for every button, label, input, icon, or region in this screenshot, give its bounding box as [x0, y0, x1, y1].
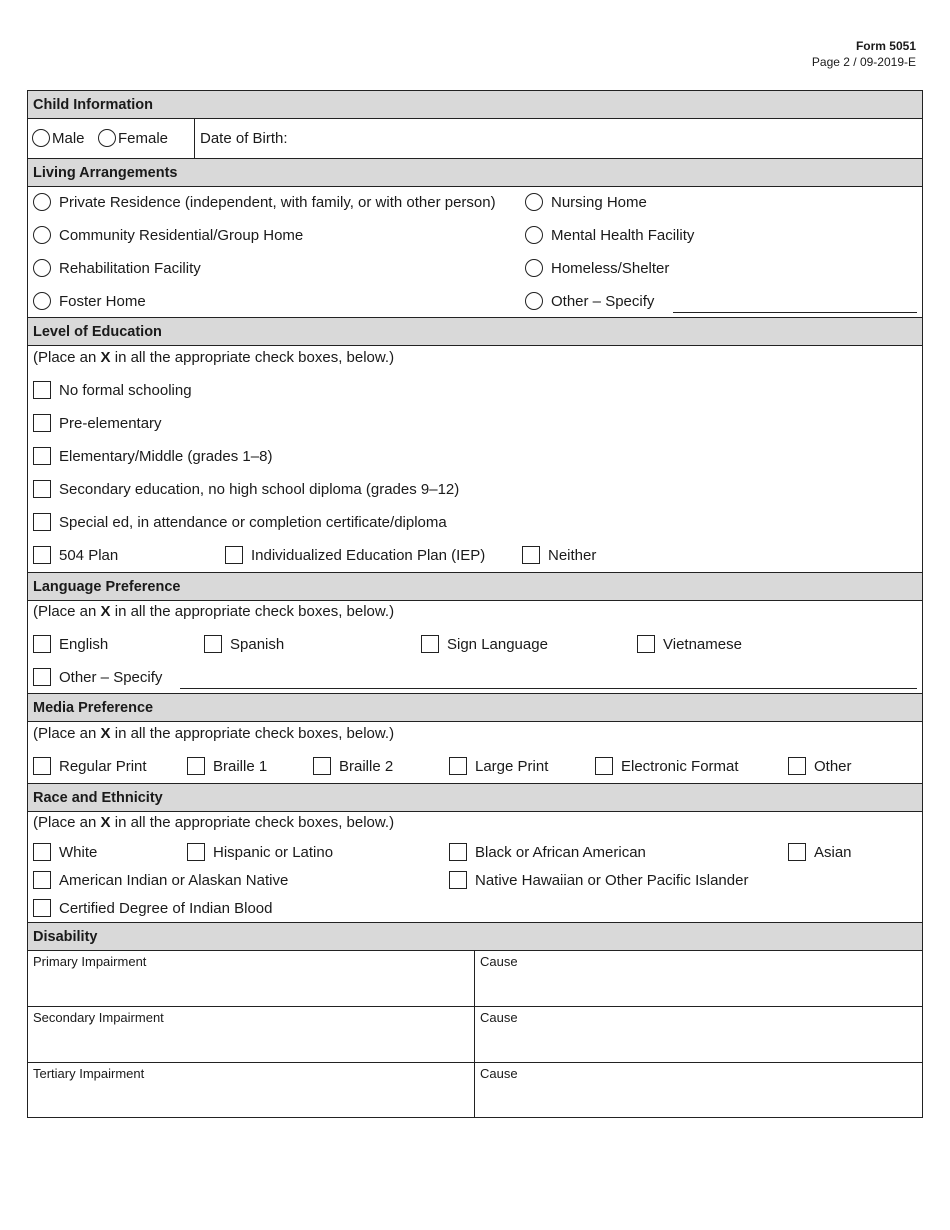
field-label: Secondary Impairment: [33, 1010, 164, 1025]
column-divider: [474, 951, 475, 1118]
form-number: Form 5051: [855, 39, 916, 53]
option-label: Secondary education, no high school diploma (grades 9–12): [59, 480, 460, 498]
checkbox-icon[interactable]: [313, 757, 331, 775]
checkbox-icon[interactable]: [421, 635, 439, 653]
checkbox-sign-language[interactable]: [421, 632, 548, 656]
option-label: Neither: [548, 546, 597, 564]
checkbox-icon[interactable]: [33, 843, 51, 861]
checkbox-icon[interactable]: [33, 447, 51, 465]
checkbox-icon[interactable]: [33, 757, 51, 775]
option-label: English: [59, 635, 109, 653]
option-label: Community Residential/Group Home: [59, 226, 304, 244]
section-title: Race and Ethnicity: [33, 789, 163, 806]
checkbox-vietnamese[interactable]: [637, 632, 742, 656]
option-label: Spanish: [230, 635, 285, 653]
section-media-preference: [28, 693, 922, 722]
instruction-x: X: [100, 603, 111, 620]
checkbox-large-print[interactable]: [449, 754, 548, 778]
radio-mental-health-facility[interactable]: [525, 223, 694, 247]
instruction-text: (Place an: [33, 725, 101, 742]
section-title: Living Arrangements: [33, 164, 178, 181]
section-title: Disability: [33, 928, 98, 945]
radio-circle-icon[interactable]: [33, 259, 51, 277]
divider: [28, 1006, 922, 1007]
section-race-and-ethnicity: [28, 783, 922, 812]
checkbox-braille-1[interactable]: [187, 754, 267, 778]
checkbox-icon[interactable]: [33, 513, 51, 531]
page-info: Page 2 / 09-2019-E: [811, 55, 916, 69]
instruction-text: in all the appropriate check boxes, below.): [110, 814, 395, 831]
option-label: Large Print: [475, 757, 549, 775]
checkbox-hispanic-latino[interactable]: [187, 840, 333, 864]
radio-circle-icon[interactable]: [525, 193, 543, 211]
checkbox-icon[interactable]: [449, 843, 467, 861]
option-label: Black or African American: [475, 843, 646, 861]
option-label: Nursing Home: [551, 193, 647, 211]
form-table: [27, 90, 923, 1118]
option-label: Other – Specify: [551, 292, 655, 310]
checkbox-regular-print[interactable]: [33, 754, 147, 778]
primary-cause-field[interactable]: [480, 954, 518, 969]
child-info-row: [28, 119, 922, 159]
male-label: Male: [52, 129, 85, 147]
checkbox-icon[interactable]: [33, 414, 51, 432]
checkbox-icon[interactable]: [33, 635, 51, 653]
checkbox-icon[interactable]: [449, 757, 467, 775]
checkbox-pre-elementary[interactable]: [33, 411, 162, 435]
radio-other-living[interactable]: [525, 289, 654, 313]
radio-nursing-home[interactable]: [525, 190, 647, 214]
checkbox-icon[interactable]: [788, 843, 806, 861]
checkbox-icon[interactable]: [33, 381, 51, 399]
option-label: American Indian or Alaskan Native: [59, 871, 289, 889]
section-living-arrangements: [28, 159, 922, 187]
checkbox-media-other[interactable]: [788, 754, 852, 778]
checkbox-special-ed[interactable]: [33, 510, 447, 534]
secondary-impairment-field[interactable]: [33, 1010, 164, 1025]
checkbox-iep[interactable]: [225, 543, 485, 567]
checkbox-asian[interactable]: [788, 840, 852, 864]
option-label: Mental Health Facility: [551, 226, 695, 244]
radio-circle-icon[interactable]: [525, 292, 543, 310]
instruction-text: (Place an: [33, 814, 101, 831]
checkbox-electronic-format[interactable]: [595, 754, 739, 778]
option-label: Regular Print: [59, 757, 147, 775]
option-label: Other – Specify: [59, 668, 163, 686]
radio-homeless-shelter[interactable]: [525, 256, 669, 280]
checkbox-icon[interactable]: [225, 546, 243, 564]
checkbox-icon[interactable]: [33, 871, 51, 889]
checkbox-icon[interactable]: [33, 668, 51, 686]
checkbox-icon[interactable]: [522, 546, 540, 564]
checkbox-native-hawaiian[interactable]: [449, 868, 748, 892]
checkbox-english[interactable]: [33, 632, 108, 656]
checkbox-white[interactable]: [33, 840, 97, 864]
instruction-text: (Place an: [33, 603, 101, 620]
option-label: No formal schooling: [59, 381, 192, 399]
checkbox-elementary-middle[interactable]: [33, 444, 272, 468]
checkbox-certified-degree-indian-blood[interactable]: [33, 896, 272, 920]
radio-rehabilitation-facility[interactable]: [33, 256, 201, 280]
language-other-specify-line[interactable]: [180, 688, 917, 689]
checkbox-spanish[interactable]: [204, 632, 284, 656]
dob-label: Date of Birth:: [200, 129, 288, 147]
radio-circle-icon[interactable]: [525, 226, 543, 244]
radio-male[interactable]: [32, 126, 85, 150]
option-label: White: [59, 843, 98, 861]
option-label: Certified Degree of Indian Blood: [59, 899, 273, 917]
option-label: Braille 1: [213, 757, 268, 775]
checkbox-secondary-education[interactable]: [33, 477, 459, 501]
option-label: Asian: [814, 843, 852, 861]
section-title: Level of Education: [33, 323, 162, 340]
field-label: Primary Impairment: [33, 954, 147, 969]
instruction-text: in all the appropriate check boxes, below.): [110, 725, 395, 742]
column-divider: [194, 119, 195, 158]
media-instruction: [33, 725, 394, 742]
radio-circle-icon[interactable]: [98, 129, 116, 147]
option-label: Elementary/Middle (grades 1–8): [59, 447, 273, 465]
living-other-specify-line[interactable]: [673, 312, 917, 313]
option-label: Rehabilitation Facility: [59, 259, 201, 277]
tertiary-cause-field[interactable]: [480, 1066, 518, 1081]
option-label: Native Hawaiian or Other Pacific Islander: [475, 871, 749, 889]
checkbox-icon[interactable]: [637, 635, 655, 653]
language-instruction: [33, 603, 394, 620]
field-label: Tertiary Impairment: [33, 1066, 145, 1081]
checkbox-icon[interactable]: [33, 899, 51, 917]
option-label: Other: [814, 757, 852, 775]
checkbox-icon[interactable]: [788, 757, 806, 775]
option-label: Private Residence (independent, with family, or with other person): [59, 193, 496, 211]
section-level-of-education: [28, 318, 922, 346]
radio-foster-home[interactable]: [33, 289, 146, 313]
option-label: Pre-elementary: [59, 414, 162, 432]
section-disability: [28, 922, 922, 951]
field-label: Cause: [480, 1010, 518, 1025]
checkbox-american-indian[interactable]: [33, 868, 288, 892]
radio-circle-icon[interactable]: [33, 292, 51, 310]
option-label: Foster Home: [59, 292, 146, 310]
instruction-text: in all the appropriate check boxes, below.): [110, 603, 395, 620]
option-label: Homeless/Shelter: [551, 259, 670, 277]
field-label: Cause: [480, 1066, 518, 1081]
radio-circle-icon[interactable]: [33, 193, 51, 211]
radio-community-residential[interactable]: [33, 223, 303, 247]
field-label: Cause: [480, 954, 518, 969]
radio-female[interactable]: [98, 126, 168, 150]
date-of-birth-field[interactable]: [200, 126, 288, 150]
radio-circle-icon[interactable]: [525, 259, 543, 277]
race-instruction: [33, 814, 394, 831]
option-label: Sign Language: [447, 635, 548, 653]
checkbox-icon[interactable]: [204, 635, 222, 653]
checkbox-language-other[interactable]: [33, 665, 162, 689]
checkbox-icon[interactable]: [595, 757, 613, 775]
divider: [28, 1062, 922, 1063]
checkbox-icon[interactable]: [33, 546, 51, 564]
checkbox-icon[interactable]: [187, 843, 205, 861]
option-label: Vietnamese: [663, 635, 742, 653]
option-label: Individualized Education Plan (IEP): [251, 546, 486, 564]
checkbox-icon[interactable]: [449, 871, 467, 889]
instruction-x: X: [100, 725, 111, 742]
instruction-x: X: [100, 349, 111, 366]
instruction-text: (Place an: [33, 349, 101, 366]
section-language-preference: [28, 572, 922, 601]
female-label: Female: [118, 129, 169, 147]
secondary-cause-field[interactable]: [480, 1010, 518, 1025]
option-label: Special ed, in attendance or completion certificate/diploma: [59, 513, 447, 531]
radio-private-residence[interactable]: [33, 190, 496, 214]
option-label: Electronic Format: [621, 757, 739, 775]
checkbox-icon[interactable]: [187, 757, 205, 775]
instruction-text: in all the appropriate check boxes, below.): [110, 349, 395, 366]
checkbox-icon[interactable]: [33, 480, 51, 498]
checkbox-504-plan[interactable]: [33, 543, 118, 567]
radio-circle-icon[interactable]: [32, 129, 50, 147]
education-instruction: [33, 349, 394, 366]
instruction-x: X: [100, 814, 111, 831]
option-label: Braille 2: [339, 757, 394, 775]
primary-impairment-field[interactable]: [33, 954, 146, 969]
option-label: Hispanic or Latino: [213, 843, 334, 861]
checkbox-braille-2[interactable]: [313, 754, 393, 778]
checkbox-neither[interactable]: [522, 543, 596, 567]
section-child-information: [28, 91, 922, 119]
checkbox-black-african-american[interactable]: [449, 840, 646, 864]
checkbox-no-formal-schooling[interactable]: [33, 378, 192, 402]
section-title: Child Information: [33, 96, 154, 113]
section-title: Media Preference: [33, 699, 154, 716]
form-header: [812, 38, 916, 70]
tertiary-impairment-field[interactable]: [33, 1066, 144, 1081]
radio-circle-icon[interactable]: [33, 226, 51, 244]
option-label: 504 Plan: [59, 546, 119, 564]
section-title: Language Preference: [33, 578, 181, 595]
